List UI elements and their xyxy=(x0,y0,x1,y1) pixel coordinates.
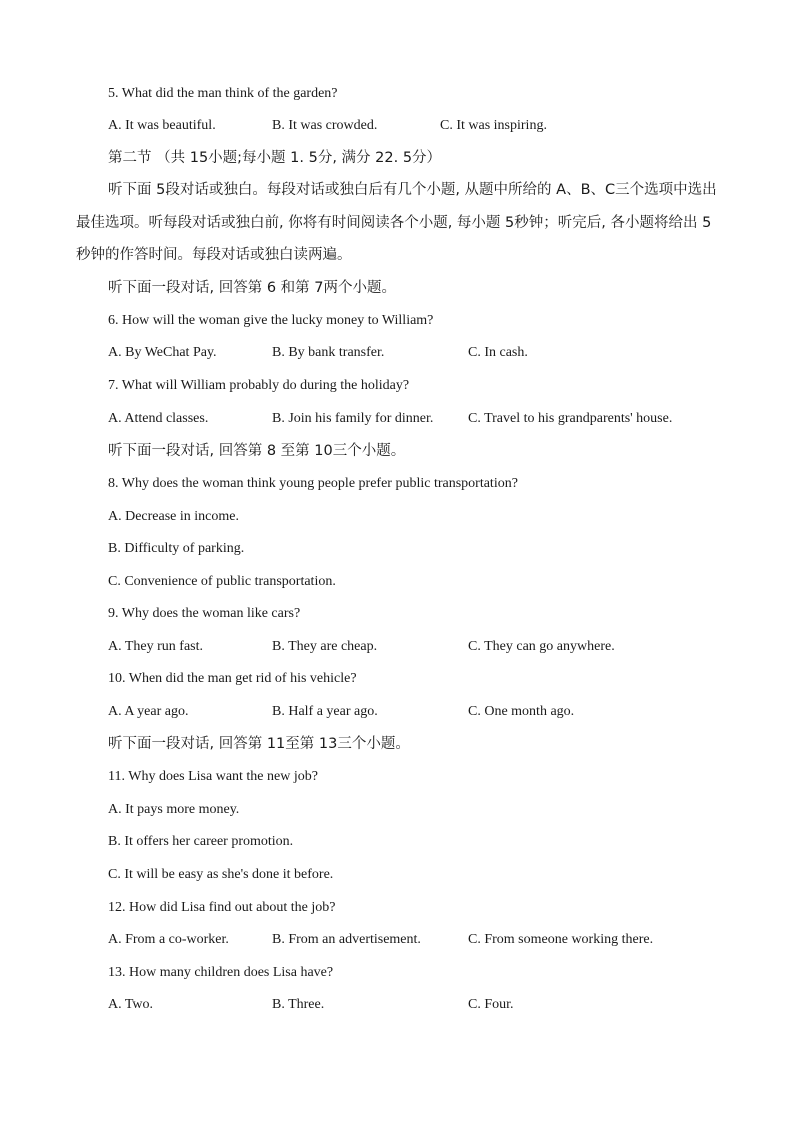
option-12c: C. From someone working there. xyxy=(468,932,654,947)
option-9c: C. They can go anywhere. xyxy=(468,639,615,654)
option-5a: A. It was beautiful. xyxy=(108,118,216,133)
option-11c: C. It will be easy as she's done it before. xyxy=(108,867,334,882)
option-13a: A. Two. xyxy=(108,997,154,1012)
question-9: 9. Why does the woman like cars? xyxy=(108,606,301,621)
option-10b: B. Half a year ago. xyxy=(272,704,378,719)
option-8a: A. Decrease in income. xyxy=(108,509,239,524)
question-5: 5. What did the man think of the garden? xyxy=(108,86,338,101)
option-12b: B. From an advertisement. xyxy=(272,932,421,947)
section-heading: 第二节 （共 15小题;每小题 1. 5分, 满分 22. 5分） xyxy=(108,150,442,166)
question-8: 8. Why does the woman think young people prefer public transportation? xyxy=(108,476,518,491)
option-13b: B. Three. xyxy=(272,997,325,1012)
dialog-intro-11-13: 听下面一段对话, 回答第 11至第 13三个小题。 xyxy=(108,736,410,752)
question-12: 12. How did Lisa find out about the job? xyxy=(108,900,336,915)
option-10a: A. A year ago. xyxy=(108,704,189,719)
section-instructions: 听下面 5段对话或独白。每段对话或独白后有几个小题, 从题中所给的 A、B、C三个选项中选出最佳选项。听每段对话或独白前, 你将有时间阅读各个小题, 每小题 5秒钟；听完后, 各小题将给出 5秒钟的作答时间。每段对话或独白读两遍。 xyxy=(76,182,717,263)
option-8c: C. Convenience of public transportation. xyxy=(108,574,336,589)
option-7b: B. Join his family for dinner. xyxy=(272,411,434,426)
option-13c: C. Four. xyxy=(468,997,514,1012)
dialog-intro-8-10: 听下面一段对话, 回答第 8 至第 10三个小题。 xyxy=(108,443,406,459)
option-7c: C. Travel to his grandparents' house. xyxy=(468,411,673,426)
option-9a: A. They run fast. xyxy=(108,639,203,654)
option-10c: C. One month ago. xyxy=(468,704,575,719)
option-5b: B. It was crowded. xyxy=(272,118,378,133)
option-11b: B. It offers her career promotion. xyxy=(108,834,294,849)
dialog-intro-6-7: 听下面一段对话, 回答第 6 和第 7两个小题。 xyxy=(108,280,396,296)
option-6a: A. By WeChat Pay. xyxy=(108,345,217,360)
option-11a: A. It pays more money. xyxy=(108,802,240,817)
option-12a: A. From a co-worker. xyxy=(108,932,229,947)
option-7a: A. Attend classes. xyxy=(108,411,209,426)
question-7: 7. What will William probably do during the holiday? xyxy=(108,378,410,393)
question-11: 11. Why does Lisa want the new job? xyxy=(108,769,318,784)
option-5c: C. It was inspiring. xyxy=(440,118,547,133)
option-9b: B. They are cheap. xyxy=(272,639,378,654)
option-6c: C. In cash. xyxy=(468,345,528,360)
option-6b: B. By bank transfer. xyxy=(272,345,385,360)
option-8b: B. Difficulty of parking. xyxy=(108,541,245,556)
question-13: 13. How many children does Lisa have? xyxy=(108,965,334,980)
question-6: 6. How will the woman give the lucky money to William? xyxy=(108,313,434,328)
question-10: 10. When did the man get rid of his vehicle? xyxy=(108,671,357,686)
